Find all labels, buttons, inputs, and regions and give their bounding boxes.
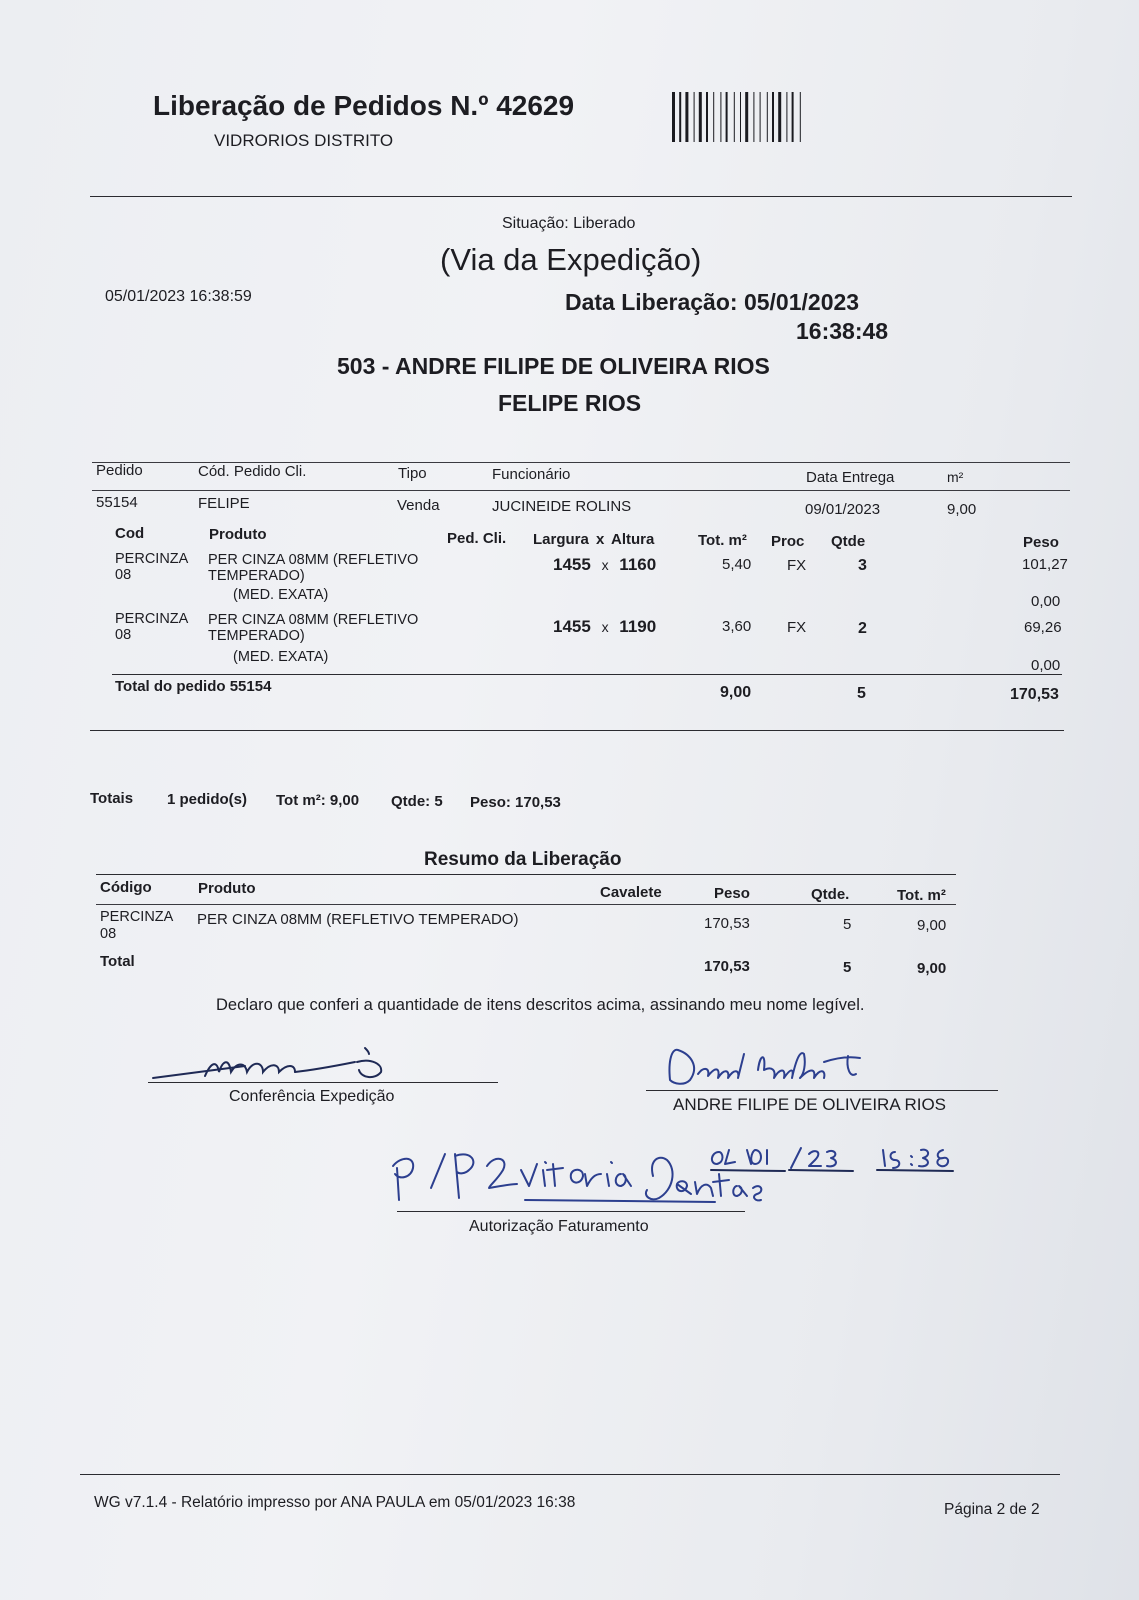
- page-title: Liberação de Pedidos N.º 42629: [153, 90, 575, 121]
- col-funcionario: Funcionário: [492, 466, 571, 483]
- col-tipo: Tipo: [398, 465, 427, 482]
- release-date: [565, 289, 859, 316]
- totais-pedidos: 1 pedido(s): [167, 791, 248, 808]
- conferencia-signature-line: [148, 1082, 498, 1083]
- item-1-produto: PER CINZA 08MM (REFLETIVO TEMPERADO): [208, 552, 419, 584]
- resumo-total-tot-m2: 9,00: [917, 960, 947, 977]
- items-col-qtde: Qtde: [831, 533, 866, 550]
- items-col-ped-cli: Ped. Cli.: [447, 530, 507, 547]
- col-cod-pedido-cli: Cód. Pedido Cli.: [198, 463, 307, 480]
- col-m2: m²: [947, 469, 964, 485]
- item-1-dimensions: [553, 555, 656, 575]
- item-2-tot-m2: 3,60: [722, 618, 752, 635]
- order-total-m2: 9,00: [720, 684, 752, 701]
- item-2-largura: 1455: [553, 617, 591, 636]
- items-col-peso: Peso: [1023, 534, 1059, 551]
- via-title: (Via da Expedição): [440, 242, 702, 277]
- resumo-row-produto: PER CINZA 08MM (REFLETIVO TEMPERADO): [197, 911, 519, 928]
- item-2-dimensions: [553, 617, 656, 637]
- resumo-total-peso: 170,53: [704, 958, 750, 975]
- item-1-altura: 1160: [619, 555, 657, 574]
- conferencia-label: Conferência Expedição: [229, 1088, 395, 1105]
- items-col-largura: [533, 531, 654, 548]
- item-1-largura: 1455: [553, 555, 591, 574]
- client-name: 503 - ANDRE FILIPE DE OLIVEIRA RIOS: [337, 353, 770, 379]
- item-1-cod: PERCINZA 08: [115, 551, 188, 583]
- item-2-proc: FX: [787, 619, 807, 636]
- resumo-total-label: Total: [100, 953, 135, 970]
- autorizacao-label: Autorização Faturamento: [469, 1218, 649, 1235]
- items-col-produto: Produto: [209, 526, 267, 543]
- order-tipo: Venda: [397, 497, 440, 514]
- handwritten-date: [705, 1142, 965, 1176]
- resumo-col-cavalete: Cavalete: [600, 884, 662, 901]
- declaration-text: Declaro que conferi a quantidade de itens descritos acima, assinando meu nome legível.: [216, 996, 865, 1014]
- item-2-produto: PER CINZA 08MM (REFLETIVO TEMPERADO): [208, 612, 419, 644]
- items-col-largura-label: Largura: [533, 531, 589, 548]
- resumo-row-qtde: 5: [843, 916, 852, 933]
- item-2-x: x: [601, 619, 609, 635]
- resumo-col-qtde: Qtde.: [811, 886, 850, 903]
- order-total-rule: [112, 674, 1062, 675]
- item-2-obs: (MED. EXATA): [233, 649, 329, 665]
- item-2-cod: PERCINZA 08: [115, 611, 188, 643]
- resumo-header-rule: [96, 904, 956, 905]
- client-signature: [660, 1040, 890, 1090]
- items-col-x: x: [596, 531, 605, 548]
- resumo-col-produto: Produto: [198, 880, 256, 897]
- footer-rule: [80, 1474, 1060, 1475]
- header-divider: [90, 196, 1072, 197]
- release-date-label: Data Liberação:: [565, 289, 738, 315]
- resumo-row-peso: 170,53: [704, 915, 750, 932]
- item-2-peso-extra: 0,00: [1031, 657, 1061, 674]
- printed-timestamp: 05/01/2023 16:38:59: [105, 288, 252, 305]
- company-name: VIDRORIOS DISTRITO: [214, 131, 394, 150]
- items-col-tot-m2: Tot. m²: [698, 532, 747, 549]
- totais-m2: Tot m²: 9,00: [276, 792, 360, 809]
- item-1-tot-m2: 5,40: [722, 556, 752, 573]
- items-col-altura: Altura: [611, 531, 655, 548]
- item-1-peso-extra: 0,00: [1031, 593, 1061, 610]
- items-col-cod: Cod: [115, 525, 145, 542]
- resumo-total-qtde: 5: [843, 959, 852, 976]
- client-signature-label: ANDRE FILIPE DE OLIVEIRA RIOS: [673, 1095, 947, 1114]
- resumo-col-codigo: Código: [100, 879, 152, 896]
- order-funcionario: JUCINEIDE ROLINS: [492, 498, 632, 515]
- status-text: Situação: Liberado: [502, 215, 636, 232]
- resumo-row-codigo: PERCINZA 08: [100, 909, 173, 942]
- order-data-entrega: 09/01/2023: [805, 501, 881, 518]
- order-header-bottom-rule: [92, 490, 1070, 491]
- items-col-proc: Proc: [771, 533, 805, 550]
- order-total-label: Total do pedido 55154: [115, 678, 272, 695]
- totais-qtde: Qtde: 5: [391, 793, 443, 810]
- item-1-proc: FX: [787, 557, 807, 574]
- resumo-top-rule: [96, 874, 956, 875]
- item-2-altura: 1190: [619, 617, 657, 636]
- autorizacao-signature-line: [397, 1211, 745, 1212]
- resumo-col-tot-m2: Tot. m²: [897, 887, 946, 904]
- order-total-peso: 170,53: [1010, 686, 1059, 703]
- order-m2: 9,00: [947, 501, 977, 518]
- col-data-entrega: Data Entrega: [806, 469, 895, 486]
- release-time: 16:38:48: [796, 318, 889, 344]
- barcode-image: [672, 92, 846, 142]
- client-signature-line: [646, 1090, 998, 1091]
- release-date-value: 05/01/2023: [743, 289, 860, 315]
- item-1-qtde: 3: [858, 557, 867, 574]
- order-total-qtde: 5: [857, 685, 866, 702]
- totais-label: Totais: [90, 790, 134, 807]
- totais-peso: Peso: 170,53: [470, 794, 561, 811]
- order-cod-cli: FELIPE: [198, 495, 250, 512]
- col-pedido: Pedido: [96, 462, 143, 479]
- footer-page-number: Página 2 de 2: [944, 1501, 1040, 1518]
- item-2-qtde: 2: [858, 620, 867, 637]
- item-1-obs: (MED. EXATA): [233, 587, 329, 603]
- client-short-name: FELIPE RIOS: [498, 390, 642, 416]
- resumo-title: Resumo da Liberação: [424, 849, 622, 870]
- resumo-row-tot-m2: 9,00: [917, 917, 947, 934]
- order-pedido: 55154: [96, 494, 138, 511]
- resumo-col-peso: Peso: [714, 885, 750, 902]
- item-2-peso: 69,26: [1024, 619, 1062, 636]
- footer-report-info: WG v7.1.4 - Relatório impresso por ANA PAULA em 05/01/2023 16:38: [94, 1494, 576, 1511]
- order-section-divider: [90, 730, 1064, 731]
- item-1-x: x: [601, 557, 609, 573]
- item-1-peso: 101,27: [1022, 556, 1068, 573]
